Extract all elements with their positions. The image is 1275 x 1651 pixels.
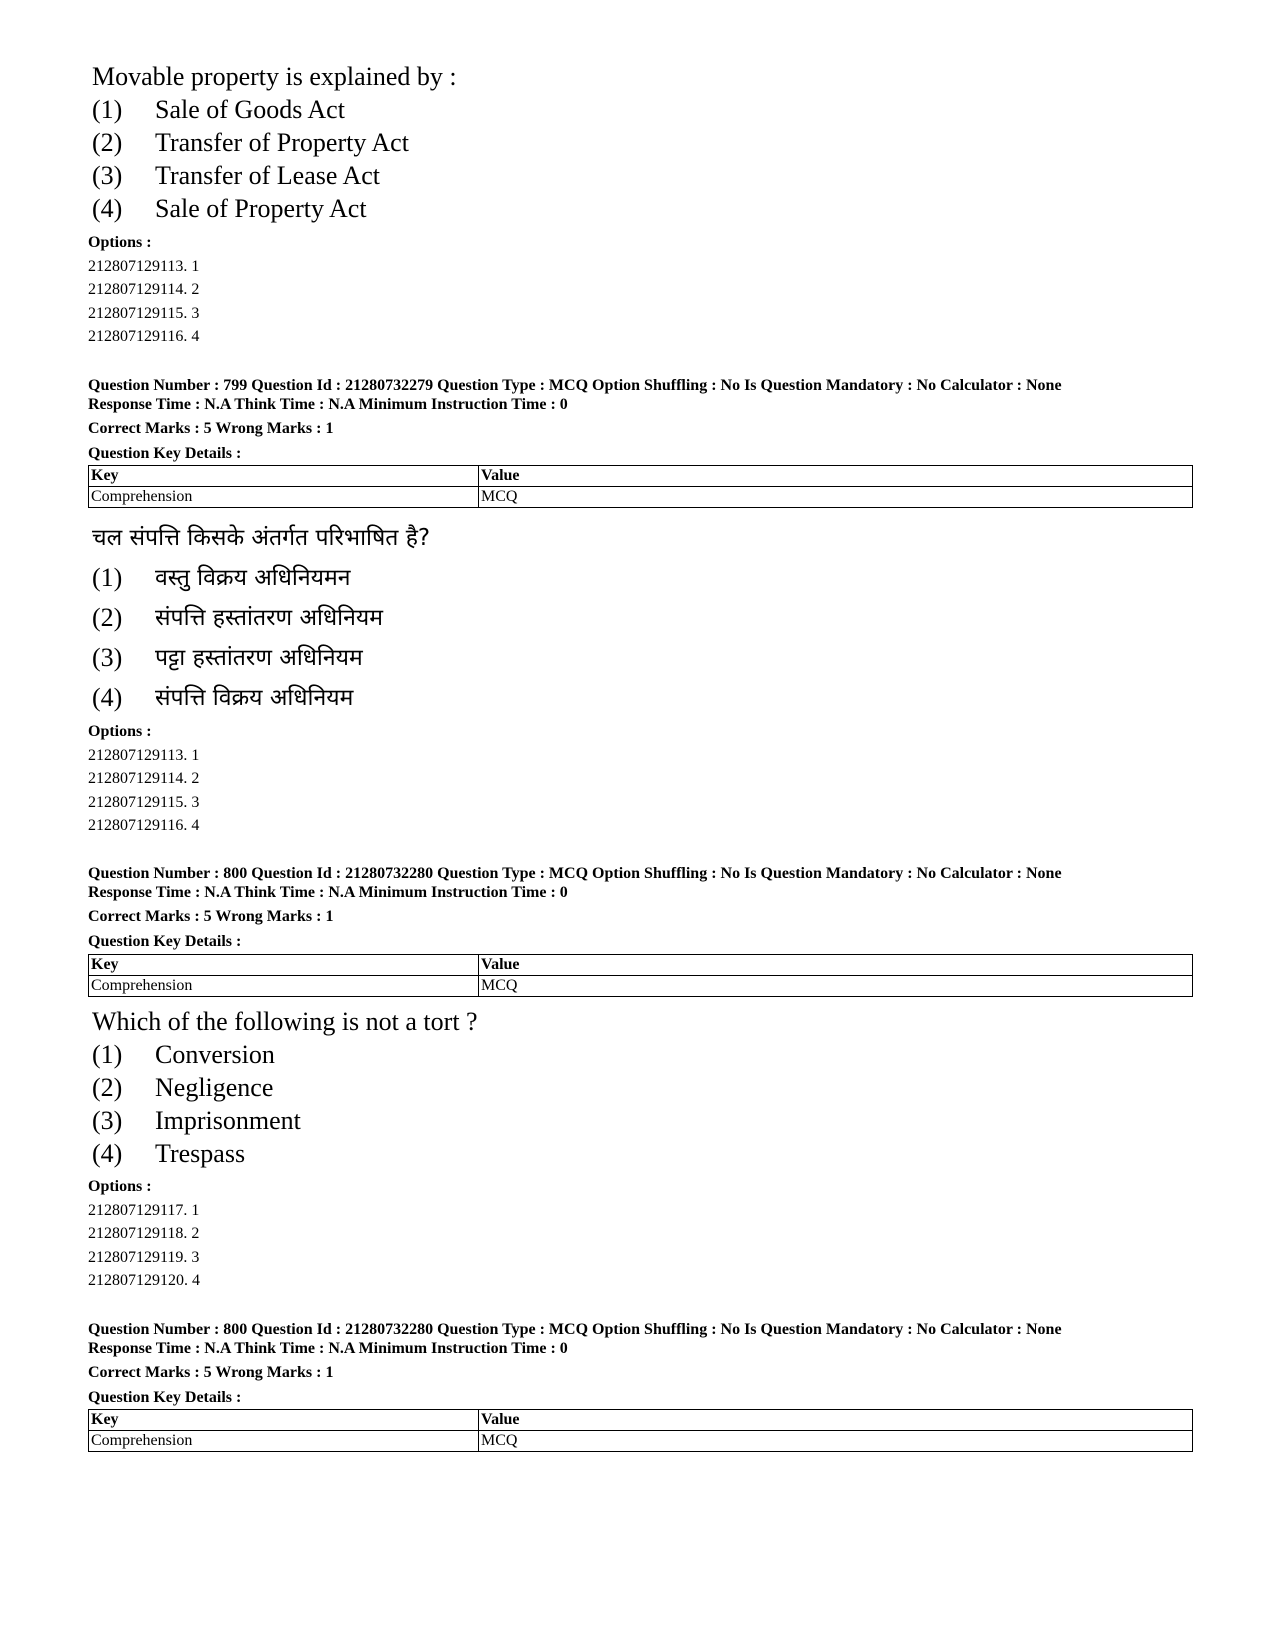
table-cell: Key bbox=[89, 466, 479, 487]
table-cell: Key bbox=[89, 955, 479, 976]
table-cell: Comprehension bbox=[89, 1431, 479, 1452]
question-3 bbox=[92, 1005, 478, 1170]
option-id: 212807129117. 1 bbox=[88, 1201, 200, 1219]
option-id: 212807129113. 1 bbox=[88, 257, 200, 275]
options-label: Options : bbox=[88, 234, 152, 251]
table-header-row bbox=[89, 955, 1193, 976]
question-2 bbox=[92, 518, 430, 718]
table-cell: Value bbox=[479, 955, 1193, 976]
answer-item: (1) वस्तु विक्रय अधिनियमन bbox=[92, 563, 351, 592]
key-details-table-2 bbox=[88, 954, 1193, 997]
option-id: 212807129116. 4 bbox=[88, 817, 200, 834]
table-cell: MCQ bbox=[479, 487, 1193, 508]
answer-item: (3) Imprisonment bbox=[92, 1106, 301, 1135]
meta-line: Response Time : N.A Think Time : N.A Minimum Instruction Time : 0 bbox=[88, 1340, 568, 1357]
option-id: 212807129115. 3 bbox=[88, 304, 200, 322]
answer-item: (1) Sale of Goods Act bbox=[92, 95, 345, 124]
table-header-row bbox=[89, 1410, 1193, 1431]
answer-item: (4) Sale of Property Act bbox=[92, 194, 367, 223]
option-id: 212807129116. 4 bbox=[88, 328, 200, 345]
meta-line: Question Number : 800 Question Id : 21280732280 Question Type : MCQ Option Shuffling : No Is Question Mandatory : No Calculator : None bbox=[88, 1321, 1062, 1338]
table-cell: Key bbox=[89, 1410, 479, 1431]
table-cell: MCQ bbox=[479, 1431, 1193, 1452]
question-text: Which of the following is not a tort ? bbox=[92, 1007, 478, 1036]
question-1 bbox=[92, 60, 457, 225]
options-label: Options : bbox=[88, 723, 152, 740]
option-id: 212807129118. 2 bbox=[88, 1225, 200, 1242]
table-row bbox=[89, 1431, 1193, 1452]
meta-line: Question Key Details : bbox=[88, 933, 242, 950]
question-text: चल संपत्ति किसके अंतर्गत परिभाषित है? bbox=[92, 525, 431, 551]
key-details-table-1 bbox=[88, 465, 1193, 508]
answer-item: (1) Conversion bbox=[92, 1040, 275, 1069]
meta-line: Correct Marks : 5 Wrong Marks : 1 bbox=[88, 908, 334, 925]
meta-line: Correct Marks : 5 Wrong Marks : 1 bbox=[88, 420, 334, 437]
answer-item: (2) Negligence bbox=[92, 1073, 274, 1102]
table-header-row bbox=[89, 466, 1193, 487]
option-id: 212807129113. 1 bbox=[88, 746, 200, 764]
key-details-table-3 bbox=[88, 1409, 1193, 1452]
question-meta-2 bbox=[88, 864, 1188, 952]
question-text: Movable property is explained by : bbox=[92, 62, 457, 91]
table-cell: Comprehension bbox=[89, 976, 479, 997]
answer-item: (4) संपत्ति विक्रय अधिनियम bbox=[92, 683, 354, 712]
answer-item: (2) Transfer of Property Act bbox=[92, 128, 409, 157]
table-row bbox=[89, 976, 1193, 997]
answer-list bbox=[92, 93, 457, 225]
option-id: 212807129114. 2 bbox=[88, 770, 200, 787]
meta-line: Response Time : N.A Think Time : N.A Minimum Instruction Time : 0 bbox=[88, 396, 568, 413]
answer-item: (3) पट्टा हस्तांतरण अधिनियम bbox=[92, 643, 363, 672]
answer-item: (4) Trespass bbox=[92, 1139, 246, 1168]
option-id: 212807129115. 3 bbox=[88, 793, 200, 811]
option-id: 212807129114. 2 bbox=[88, 281, 200, 298]
meta-line: Question Key Details : bbox=[88, 445, 242, 462]
option-ids-2 bbox=[88, 720, 199, 838]
answer-item: (3) Transfer of Lease Act bbox=[92, 161, 381, 190]
meta-line: Correct Marks : 5 Wrong Marks : 1 bbox=[88, 1364, 334, 1381]
option-ids-3 bbox=[88, 1175, 200, 1293]
answer-item: (2) संपत्ति हस्तांतरण अधिनियम bbox=[92, 603, 383, 632]
meta-line: Question Key Details : bbox=[88, 1389, 242, 1406]
meta-line: Question Number : 799 Question Id : 21280732279 Question Type : MCQ Option Shuffling : No Is Question Mandatory : No Calculator : None bbox=[88, 377, 1062, 394]
options-label: Options : bbox=[88, 1178, 152, 1195]
table-cell: Value bbox=[479, 1410, 1193, 1431]
answer-list bbox=[92, 1038, 478, 1170]
question-meta-3 bbox=[88, 1320, 1188, 1408]
table-cell: MCQ bbox=[479, 976, 1193, 997]
table-row bbox=[89, 487, 1193, 508]
table-cell: Comprehension bbox=[89, 487, 479, 508]
question-meta-1 bbox=[88, 376, 1188, 464]
meta-line: Question Number : 800 Question Id : 21280732280 Question Type : MCQ Option Shuffling : No Is Question Mandatory : No Calculator : None bbox=[88, 865, 1062, 882]
meta-line: Response Time : N.A Think Time : N.A Minimum Instruction Time : 0 bbox=[88, 884, 568, 901]
answer-list bbox=[92, 558, 430, 718]
option-id: 212807129119. 3 bbox=[88, 1248, 200, 1266]
table-cell: Value bbox=[479, 466, 1193, 487]
option-id: 212807129120. 4 bbox=[88, 1272, 200, 1289]
option-ids-1 bbox=[88, 231, 199, 349]
